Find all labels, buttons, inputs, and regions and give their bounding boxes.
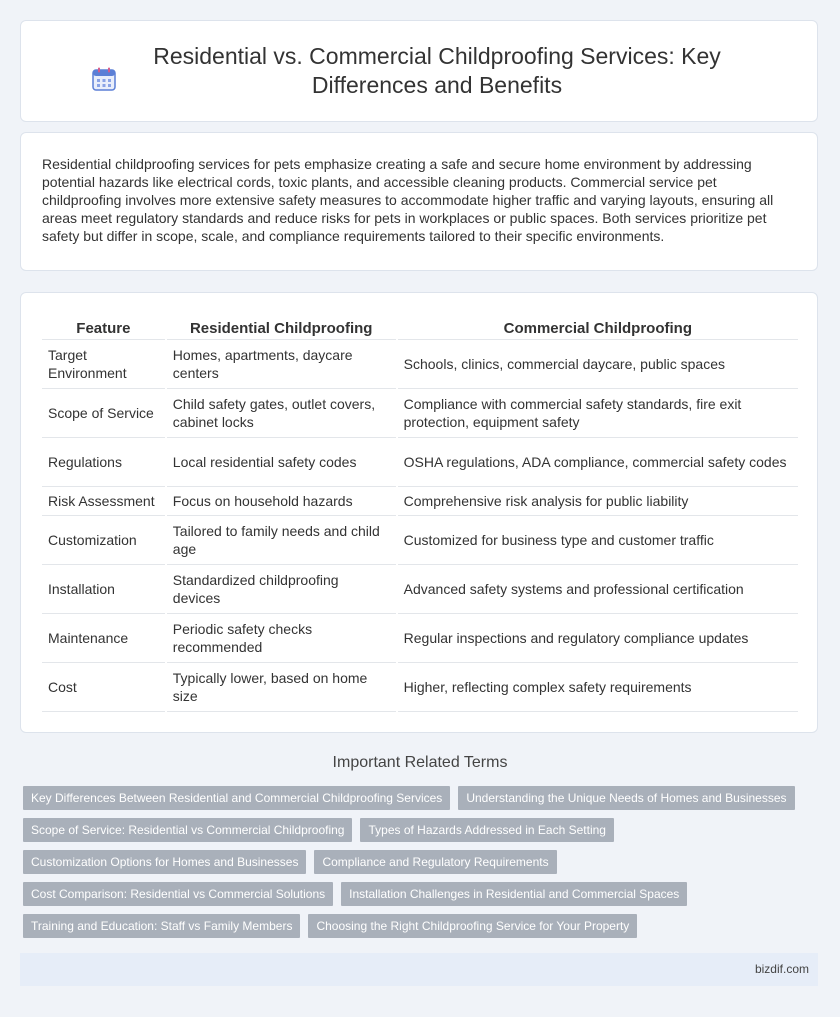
related-terms-heading: Important Related Terms xyxy=(332,754,508,771)
related-term-link[interactable]: Choosing the Right Childproofing Service for Your Property xyxy=(308,914,637,938)
row-feature: Cost xyxy=(42,663,166,712)
tag-row xyxy=(23,882,823,906)
table-row xyxy=(42,340,798,389)
row-commercial: Comprehensive risk analysis for public liability xyxy=(397,487,798,516)
comparison-table xyxy=(42,303,798,712)
row-commercial: OSHA regulations, ADA compliance, commercial safety codes xyxy=(397,438,798,487)
table-row xyxy=(42,663,798,712)
table-row xyxy=(42,389,798,438)
table-row xyxy=(42,614,798,663)
row-feature: Customization xyxy=(42,516,166,565)
related-term-link[interactable]: Compliance and Regulatory Requirements xyxy=(314,850,556,874)
footer-brand-link[interactable]: bizdif.com xyxy=(754,962,809,976)
footer xyxy=(20,953,818,986)
row-commercial: Regular inspections and regulatory compliance updates xyxy=(397,614,798,663)
title-card xyxy=(20,20,818,122)
header-residential: Residential Childproofing xyxy=(166,303,397,340)
row-commercial: Schools, clinics, commercial daycare, public spaces xyxy=(397,340,798,389)
row-residential: Standardized childproofing devices xyxy=(166,565,397,614)
related-term-link[interactable]: Key Differences Between Residential and Commercial Childproofing Services xyxy=(23,786,450,810)
row-commercial: Customized for business type and customer traffic xyxy=(397,516,798,565)
row-commercial: Compliance with commercial safety standards, fire exit protection, equipment safety xyxy=(397,389,798,438)
calendar-icon xyxy=(91,66,117,92)
related-term-link[interactable]: Installation Challenges in Residential and Commercial Spaces xyxy=(341,882,687,906)
row-feature: Regulations xyxy=(42,438,166,487)
row-feature: Maintenance xyxy=(42,614,166,663)
intro-paragraph: Residential childproofing services for pets emphasize creating a safe and secure home environment by addressing potential hazards like electrical cords, toxic plants, and accessible cleaning products. Commercial service pet childproofing involves more extensive safety measures to accommodate higher traffic and varying layouts, ensuring all areas meet regulatory standards and reduce risks for pets in workplaces or public spaces. Both services prioritize pet safety but differ in scope, scale, and compliance requirements tailored to their specific environments. xyxy=(42,156,774,244)
header-commercial: Commercial Childproofing xyxy=(397,303,798,340)
table-row xyxy=(42,438,798,487)
row-feature: Target Environment xyxy=(42,340,166,389)
title-wrap xyxy=(79,42,759,100)
page-title: Residential vs. Commercial Childproofing Services: Key Differences and Benefits xyxy=(153,43,721,98)
row-commercial: Advanced safety systems and professional certification xyxy=(397,565,798,614)
row-feature: Installation xyxy=(42,565,166,614)
row-residential: Periodic safety checks recommended xyxy=(166,614,397,663)
row-residential: Typically lower, based on home size xyxy=(166,663,397,712)
related-term-link[interactable]: Understanding the Unique Needs of Homes and Businesses xyxy=(458,786,794,810)
related-terms-list xyxy=(23,786,823,946)
row-residential: Child safety gates, outlet covers, cabinet locks xyxy=(166,389,397,438)
related-term-link[interactable]: Customization Options for Homes and Businesses xyxy=(23,850,306,874)
row-residential: Tailored to family needs and child age xyxy=(166,516,397,565)
related-term-link[interactable]: Scope of Service: Residential vs Commercial Childproofing xyxy=(23,818,352,842)
row-residential: Focus on household hazards xyxy=(166,487,397,516)
comparison-table-card xyxy=(20,292,818,733)
related-term-link[interactable]: Cost Comparison: Residential vs Commercial Solutions xyxy=(23,882,333,906)
row-residential: Homes, apartments, daycare centers xyxy=(166,340,397,389)
related-term-link[interactable]: Training and Education: Staff vs Family Members xyxy=(23,914,300,938)
header-feature: Feature xyxy=(42,303,166,340)
tag-row xyxy=(23,818,823,842)
table-row xyxy=(42,516,798,565)
row-feature: Scope of Service xyxy=(42,389,166,438)
intro-card xyxy=(20,132,818,271)
tag-row xyxy=(23,850,823,874)
table-row xyxy=(42,487,798,516)
table-header-row xyxy=(42,303,798,340)
row-residential: Local residential safety codes xyxy=(166,438,397,487)
table-row xyxy=(42,565,798,614)
tag-row xyxy=(23,914,823,938)
tag-row xyxy=(23,786,823,810)
related-term-link[interactable]: Types of Hazards Addressed in Each Setting xyxy=(360,818,613,842)
row-commercial: Higher, reflecting complex safety requirements xyxy=(397,663,798,712)
row-feature: Risk Assessment xyxy=(42,487,166,516)
